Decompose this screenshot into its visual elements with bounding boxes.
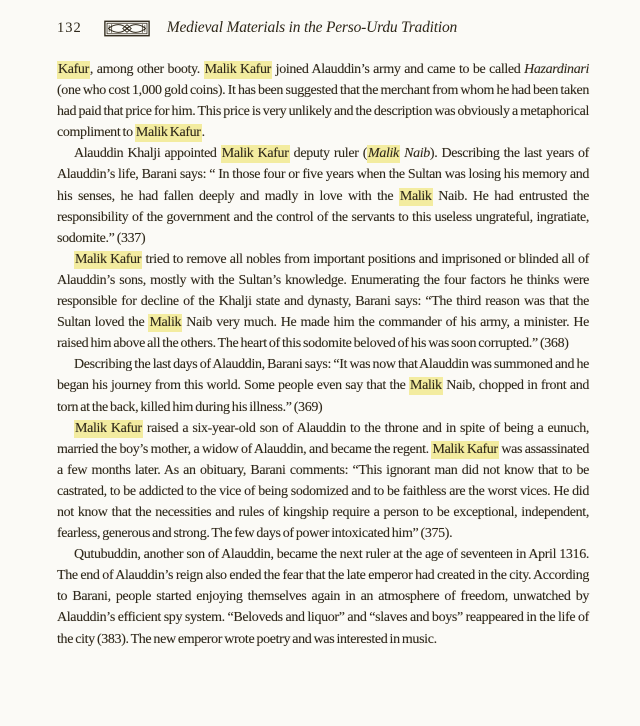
page-header	[57, 19, 590, 37]
text-run: joined Alauddin’s army and came to be called	[271, 62, 525, 77]
text-run: (one who cost 1,000 gold coins). It has been suggested that the merchant from whom he had been taken had paid that price for him. This price is very unlikely and the description was obviously a metaphorical compliment to	[57, 83, 589, 141]
highlighted-text: Malik	[368, 146, 399, 162]
highlighted-text: Kafur	[58, 62, 89, 77]
text-run: tried to remove all nobles from important positions and imprisoned or blinded all of Alauddin’s sons, mostly with the Sultan’s knowledge. Enumerating the four factors he thinks were responsible for decline of the Khalji state and dynasty, Barani says: “The third reason was that the Sultan loved the	[57, 251, 589, 331]
text-run: Hazardinari	[524, 62, 589, 77]
text-run: Alauddin Khalji appointed	[74, 146, 221, 162]
text-run: Naib	[399, 146, 430, 162]
highlighted-text: Malik Kafur	[75, 251, 142, 267]
page-body	[57, 59, 589, 650]
highlighted-text: Malik Kafur	[135, 125, 201, 141]
text-run: was assassinated a few months later. As an obituary, Barani comments: “This ignorant man did not know that to be castrated, to be addicted to the vice of being sodomized and to be faithless are the worst vices. He did not know that the necessities and rules of kingship require a person to be exceptional, independent, fearless, generous and strong. The few days of power intoxicated him” (375).	[57, 441, 589, 542]
paragraph	[57, 418, 589, 545]
text-run: , among other booty.	[89, 62, 204, 77]
highlighted-text: Malik Kafur	[221, 146, 289, 162]
highlighted-text: Malik Kafur	[204, 62, 271, 77]
paragraph	[57, 249, 589, 354]
highlighted-text: Malik	[410, 378, 442, 394]
paragraph	[57, 143, 589, 248]
highlighted-text: Malik Kafur	[432, 441, 498, 457]
paragraph	[57, 544, 589, 649]
highlighted-text: Malik	[149, 315, 182, 331]
page-number: 132	[57, 19, 82, 36]
text-run: deputy ruler (	[289, 146, 368, 162]
text-run: raised a six-year-old son of Alauddin to the throne and in spite of being a eunuch, married the boy’s mother, a widow of Alauddin, and became the regent.	[57, 420, 589, 457]
text-run: Naib, chopped in front and torn at the back, killed him during his illness.” (369)	[57, 378, 589, 415]
knot-ornament-icon	[104, 20, 150, 37]
highlighted-text: Malik	[399, 188, 432, 204]
text-run: Qutubuddin, another son of Alauddin, became the next ruler at the age of seventeen in April 1316. The end of Alauddin’s reign also ended the fear that the late emperor had created in the city. According to Barani, people started enjoying themselves again in an atmosphere of freedom, unwatched by Alauddin’s efficient spy system. “Beloveds and liquor” and “slaves and boys” reappeared in the life of the city (383). The new emperor wrote poetry and was interested in music.	[57, 547, 589, 647]
paragraph	[57, 59, 589, 143]
text-run: Naib very much. He made him the commander of his army, a minister. He raised him above all the others. The heart of this sodomite beloved of his was soon corrupted.” (368)	[57, 315, 589, 352]
text-run: ). Describing the last years of Alauddin’s life, Barani says: “ In those four or five years when the Sultan was losing his memory and his senses, he had fallen deeply and madly in love with the	[57, 146, 589, 204]
highlighted-text: Malik Kafur	[75, 420, 142, 436]
running-title: Medieval Materials in the Perso-Urdu Tradition	[166, 19, 458, 36]
text-run: Describing the last days of Alauddin, Barani says: “It was now that Alauddin was summoned and he began his journey from this world. Some people even say that the	[57, 357, 589, 394]
paragraph	[57, 354, 589, 417]
text-run: .	[201, 125, 205, 141]
text-run: Naib. He had entrusted the responsibility of the government and the control of the servants to this useless ungrateful, ingratiate, sodomite.” (337)	[57, 188, 589, 246]
